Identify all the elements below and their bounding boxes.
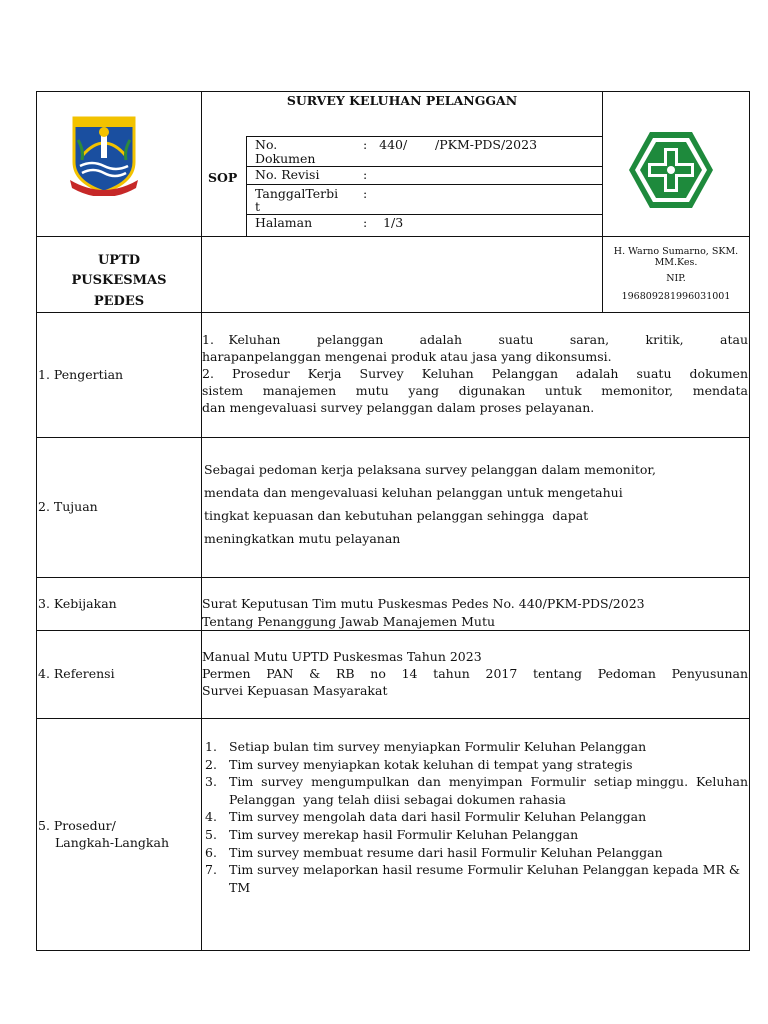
karawang-crest-logo xyxy=(68,110,140,196)
section-label-referensi: 4. Referensi xyxy=(38,666,115,681)
row-line-pengertian xyxy=(36,437,750,438)
tujuan-line: meningkatkan mutu pelayanan xyxy=(204,531,401,546)
section-label-tujuan: 2. Tujuan xyxy=(38,499,98,514)
step-number: 5. xyxy=(205,826,217,842)
referensi-line: Survei Kepuasan Masyarakat xyxy=(202,683,388,698)
step-text: Tim survey merekap hasil Formulir Keluhan Pelanggan xyxy=(229,826,579,842)
pengertian-line: 1. Keluhan pelanggan adalah suatu saran, kritik, atau xyxy=(202,332,748,347)
prosedur-step xyxy=(202,861,748,896)
field-no-revisi-value: : xyxy=(363,167,368,182)
sop-label: SOP xyxy=(208,170,238,185)
row-line-org xyxy=(36,312,750,313)
tujuan-line: Sebagai pedoman kerja pelaksana survey pelanggan dalam memonitor, xyxy=(204,462,656,477)
org-name-line-1: UPTD xyxy=(97,253,141,268)
section-label-kebijakan: 3. Kebijakan xyxy=(38,596,117,611)
prosedur-step xyxy=(202,773,752,808)
field-tanggal-terbit-label-1: TanggalTerbi xyxy=(255,186,339,201)
section-label-pengertian: 1. Pengertian xyxy=(38,367,124,382)
field-no-dokumen-value: : 440/ /PKM-PDS/2023 xyxy=(363,137,538,152)
pengertian-line: dan mengevaluasi survey pelanggan dalam proses pelayanan. xyxy=(202,400,595,415)
field-no-dokumen-label-2: Dokumen xyxy=(255,151,316,166)
border-top xyxy=(36,91,750,92)
signatory-name: H. Warno Sumarno, SKM. xyxy=(613,246,739,257)
row-line-referensi xyxy=(36,718,750,719)
pengertian-line: sistem manajemen mutu yang digunakan untuk memonitor, mendata xyxy=(202,383,748,398)
step-number: 2. xyxy=(205,756,217,772)
step-text: Tim survey melaporkan hasil resume Formulir Keluhan Pelanggan kepada MR & TM xyxy=(229,862,741,895)
pengertian-line: harapanpelanggan mengenai produk atau jasa yang dikonsumsi. xyxy=(202,349,612,364)
referensi-line: Permen PAN & RB no 14 tahun 2017 tentang Pedoman Penyusunan xyxy=(202,666,748,681)
prosedur-step xyxy=(202,756,748,774)
step-text: Tim survey menyiapkan kotak keluhan di tempat yang strategis xyxy=(229,756,633,772)
kebijakan-line: Surat Keputusan Tim mutu Puskesmas Pedes No. 440/PKM-PDS/2023 xyxy=(202,596,645,611)
field-no-revisi-label: No. Revisi xyxy=(255,167,320,182)
signatory-title: MM.Kes. xyxy=(654,257,698,268)
prosedur-step xyxy=(202,826,748,844)
prosedur-step xyxy=(202,844,748,862)
field-halaman-label: Halaman xyxy=(255,215,313,230)
border-right xyxy=(749,91,750,951)
border-bottom xyxy=(36,950,750,951)
step-number: 1. xyxy=(205,739,217,754)
pengertian-line: 2. Prosedur Kerja Survey Keluhan Pelanggan adalah suatu dokumen xyxy=(202,366,748,381)
border-left xyxy=(36,91,37,951)
sop-divider xyxy=(246,136,247,237)
step-number: 4. xyxy=(205,809,217,825)
step-text: Tim survey mengolah data dari hasil Formulir Keluhan Pelanggan xyxy=(229,809,647,825)
prosedur-step xyxy=(202,808,748,826)
field-no-dokumen-label-1: No. xyxy=(255,137,278,152)
section-label-prosedur-1: 5. Prosedur/ xyxy=(38,818,116,833)
sop-row-line-3 xyxy=(246,184,603,185)
tujuan-line: tingkat kepuasan dan kebutuhan pelanggan sehingga dapat xyxy=(204,508,589,523)
field-tanggal-terbit-label-2: t xyxy=(255,199,261,214)
pengertian-content xyxy=(202,331,748,416)
kebijakan-line: Tentang Penanggung Jawab Manajemen Mutu xyxy=(202,614,496,629)
row-line-kebijakan xyxy=(36,630,750,631)
row-line-tujuan xyxy=(36,577,750,578)
org-name-line-2: PUSKESMAS xyxy=(71,273,167,288)
step-number: 3. xyxy=(205,774,217,790)
step-text: Tim survey membuat resume dari hasil Formulir Keluhan Pelanggan xyxy=(229,844,663,860)
step-number: 6. xyxy=(205,844,217,860)
document-title: SURVEY KELUHAN PELANGGAN xyxy=(286,93,518,108)
org-name-line-3: PEDES xyxy=(93,294,145,309)
field-halaman-value: : 1/3 xyxy=(363,215,404,230)
prosedur-step xyxy=(202,738,748,756)
prosedur-steps xyxy=(202,738,752,896)
step-number: 7. xyxy=(205,862,217,878)
referensi-content xyxy=(202,648,748,699)
tujuan-line: mendata dan mengevaluasi keluhan pelanggan untuk mengetahui xyxy=(204,485,623,500)
field-tanggal-terbit-value: : xyxy=(363,186,368,201)
puskesmas-logo xyxy=(628,130,714,210)
step-text: Tim survey mengumpulkan dan menyimpan Formulir setiap minggu. Keluhan Pelanggan yang telah diisi sebagai dokumen rahasia xyxy=(229,774,752,807)
signatory-nip: 196809281996031001 xyxy=(621,291,731,302)
referensi-line: Manual Mutu UPTD Puskesmas Tahun 2023 xyxy=(202,649,482,664)
signatory-nip-label: NIP. xyxy=(666,273,686,284)
section-label-prosedur-2: Langkah-Langkah xyxy=(55,835,169,850)
row-line-header xyxy=(36,236,750,237)
step-text: Setiap bulan tim survey menyiapkan Formulir Keluhan Pelanggan xyxy=(229,739,647,754)
